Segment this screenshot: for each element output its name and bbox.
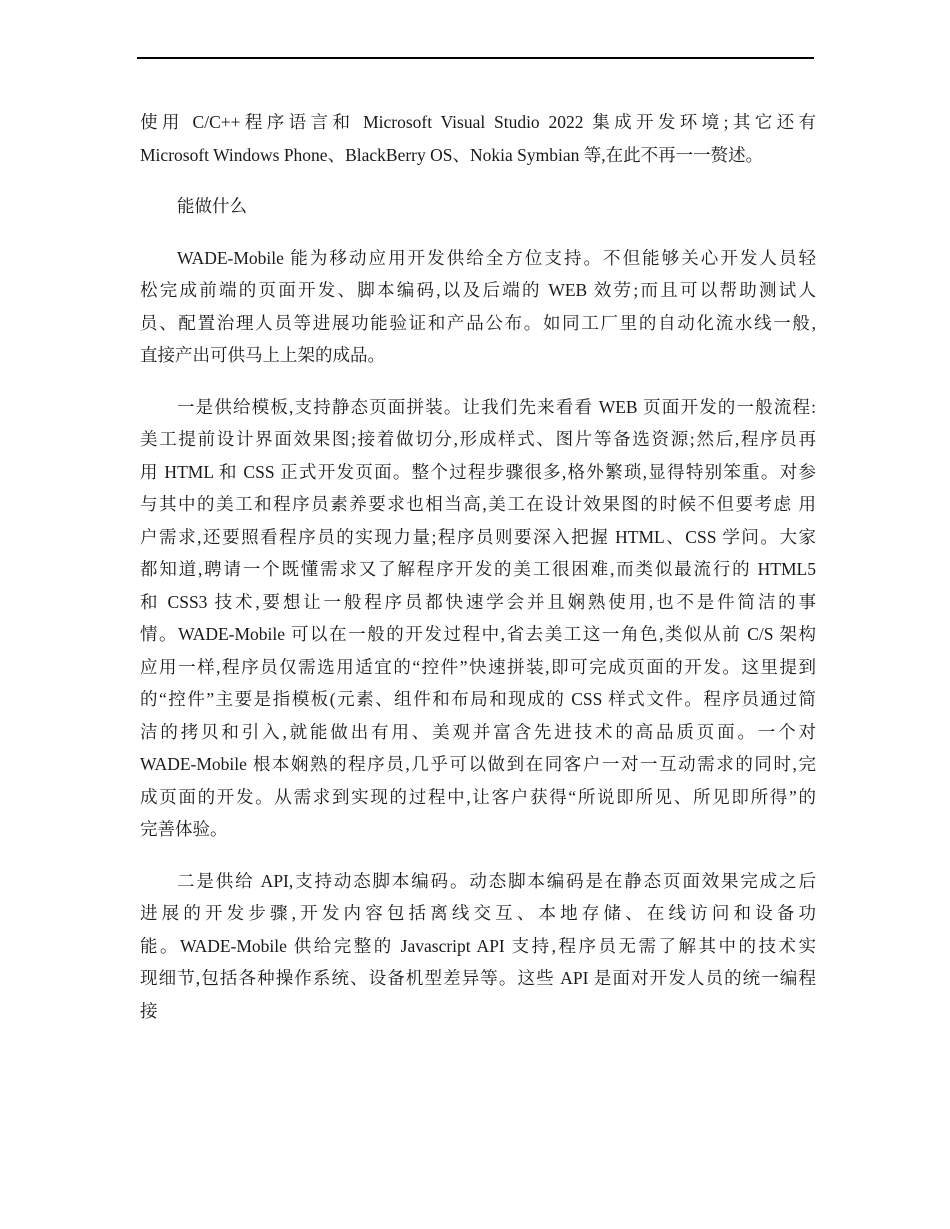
text-line: 的“控件”主要是指模板(元素、组件和布局和现成的 CSS 样式文件。程序员通过简 <box>140 689 816 709</box>
text-line: 都知道,聘请一个既懂需求又了解程序开发的美工很困难,而类似最流行的 HTML5 <box>140 559 816 579</box>
text-line: 现细节,包括各种操作系统、设备机型差异等。这些 API 是面对开发人员的统一编程 <box>140 968 816 988</box>
text-line: 能。WADE-Mobile 供给完整的 Javascript API 支持,程序员无需了解其中的技术实 <box>140 935 816 956</box>
text-line: 用 HTML 和 CSS 正式开发页面。整个过程步骤很多,格外繁琐,显得特别笨重。对参 <box>140 461 816 482</box>
text-line: 直接产出可供马上上架的成品。 <box>140 345 385 365</box>
text-line: Microsoft Windows Phone、BlackBerry OS、Nokia Symbian 等,在此不再一一赘述。 <box>140 144 764 165</box>
text-line: 与其中的美工和程序员素养要求也相当高,美工在设计效果图的时候不但要考虑 用 <box>140 494 816 514</box>
paragraph-3 <box>140 242 816 372</box>
text-line: 一是供给模板,支持静态页面拼装。让我们先来看看 WEB 页面开发的一般流程: <box>177 396 816 417</box>
header-rule <box>137 57 814 59</box>
text-line: 洁的拷贝和引入,就能做出有用、美观并富含先进技术的高品质页面。一个对 <box>140 721 816 742</box>
text-line: 员、配置治理人员等进展功能验证和产品公布。如同工厂里的自动化流水线一般, <box>140 312 816 333</box>
text-line: 完善体验。 <box>140 819 228 839</box>
text-line: 和 CSS3 技术,要想让一般程序员都快速学会并且娴熟使用,也不是件简洁的事 <box>140 591 816 612</box>
text-line: 美工提前设计界面效果图;接着做切分,形成样式、图片等备选资源;然后,程序员再 <box>140 429 816 449</box>
text-line: 使用 C/C++程序语言和 Microsoft Visual Studio 2022 集成开发环境;其它还有 <box>140 112 816 132</box>
text-line: 松完成前端的页面开发、脚本编码,以及后端的 WEB 效劳;而且可以帮助测试人 <box>140 280 816 300</box>
text-line: WADE-Mobile 根本娴熟的程序员,几乎可以做到在同客户一对一互动需求的同时,完 <box>140 754 816 774</box>
text-line: WADE-Mobile 能为移动应用开发供给全方位支持。不但能够关心开发人员轻 <box>177 247 816 268</box>
body-text <box>140 106 816 1027</box>
text-line: 应用一样,程序员仅需选用适宜的“控件”快速拼装,即可完成页面的开发。这里提到 <box>140 656 816 677</box>
text-line: 能做什么 <box>177 196 247 216</box>
paragraph-4 <box>140 391 816 846</box>
paragraph-1 <box>140 106 816 171</box>
text-line: 进展的开发步骤,开发内容包括离线交互、本地存储、在线访问和设备功 <box>140 903 816 923</box>
text-line: 情。WADE-Mobile 可以在一般的开发过程中,省去美工这一角色,类似从前 C/S 架构 <box>140 624 816 644</box>
text-line: 户需求,还要照看程序员的实现力量;程序员则要深入把握 HTML、CSS 学问。大家 <box>140 526 816 547</box>
text-line: 接 <box>140 1000 158 1021</box>
text-line: 成页面的开发。从需求到实现的过程中,让客户获得“所说即所见、所见即所得”的 <box>140 786 816 807</box>
paragraph-5 <box>140 865 816 1028</box>
text-line: 二是供给 API,支持动态脚本编码。动态脚本编码是在静态页面效果完成之后 <box>177 870 816 891</box>
section-heading <box>140 190 816 223</box>
